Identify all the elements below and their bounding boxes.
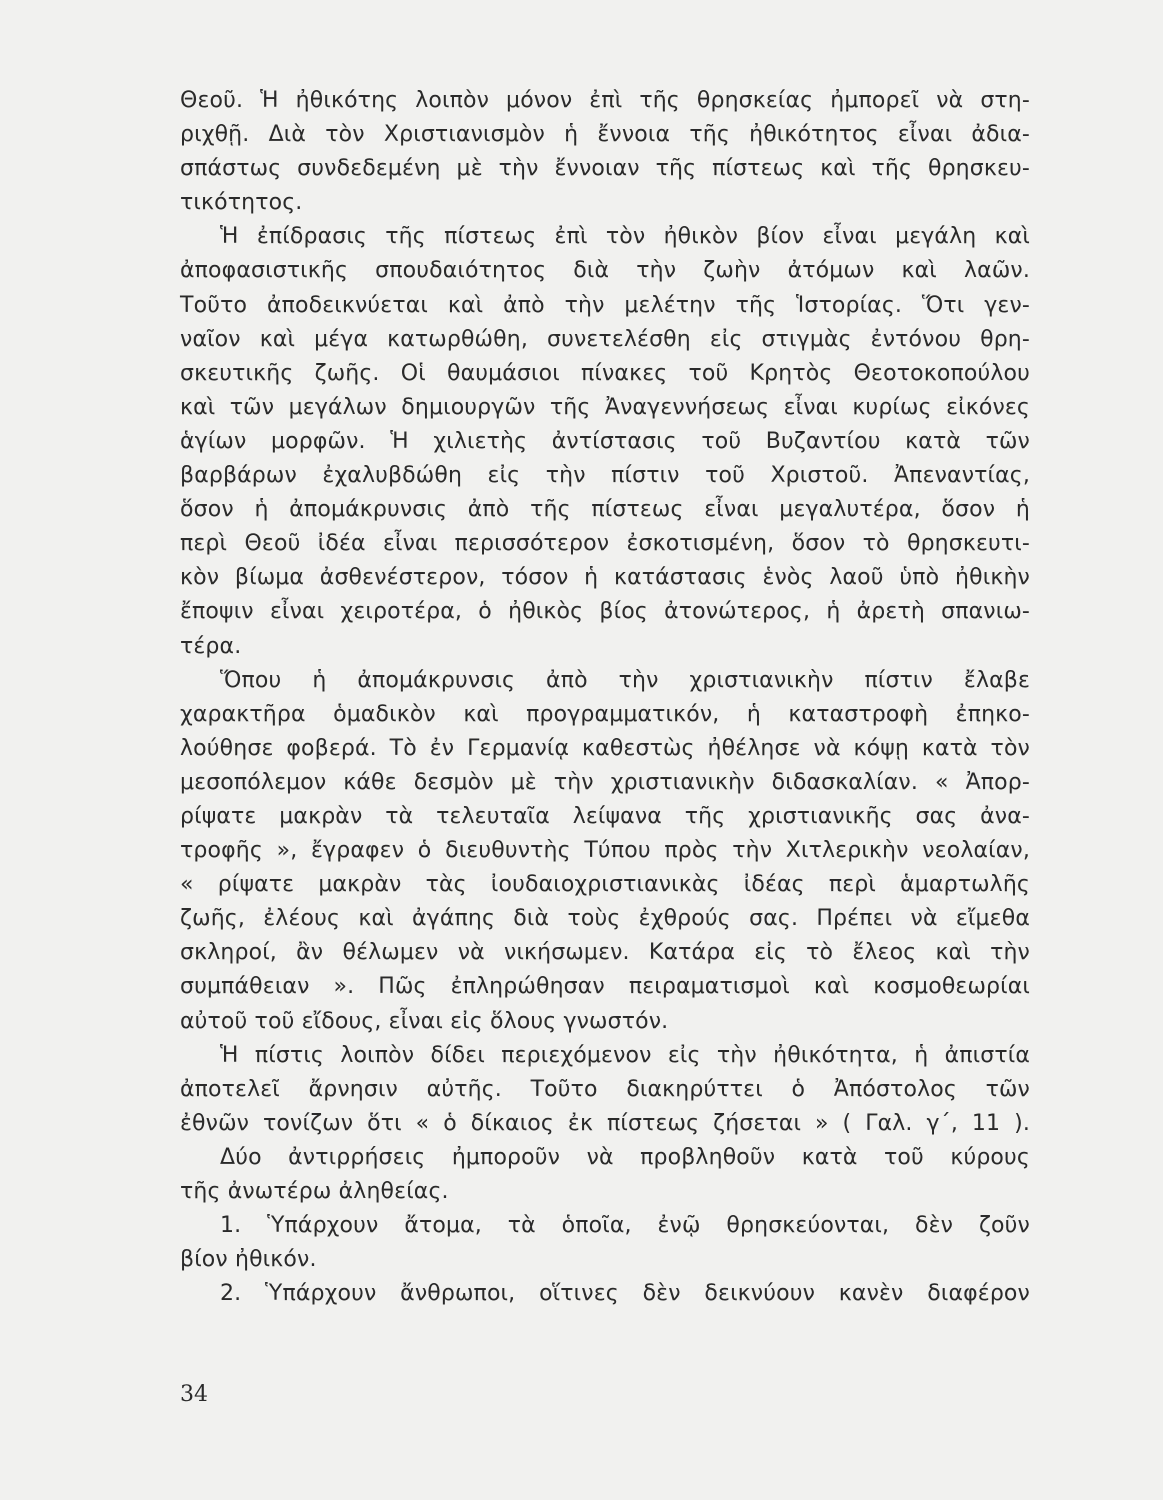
text-line: περὶ Θεοῦ ἰδέα εἶναι περισσότερον ἐσκοτισμένη, ὅσον τὸ θρησκευτι- bbox=[180, 531, 1030, 557]
text-line: συμπάθειαν ». Πῶς ἐπληρώθησαν πειραματισμοὶ καὶ κοσμοθεωρίαι bbox=[180, 974, 1030, 1000]
text-line: ἀποτελεῖ ἄρνησιν αὐτῆς. Τοῦτο διακηρύττει ὁ Ἀπόστολος τῶν bbox=[180, 1076, 1030, 1102]
text-line: Ἡ ἐπίδρασις τῆς πίστεως ἐπὶ τὸν ἠθικὸν βίον εἶναι μεγάλη καὶ bbox=[220, 224, 1030, 250]
text-line: Ὅπου ἡ ἀπομάκρυνσις ἀπὸ τὴν χριστιανικὴν πίστιν ἔλαβε bbox=[220, 667, 1030, 693]
text-line: Θεοῦ. Ἡ ἠθικότης λοιπὸν μόνον ἐπὶ τῆς θρησκείας ἠμπορεῖ νὰ στη- bbox=[180, 88, 1030, 113]
text-line: ναῖον καὶ μέγα κατωρθώθη, συνετελέσθη εἰς στιγμὰς ἐντόνου θρη- bbox=[180, 326, 1030, 352]
text-line: ἀποφασιστικῆς σπουδαιότητος διὰ τὴν ζωὴν ἀτόμων καὶ λαῶν. bbox=[180, 258, 1030, 284]
text-line: ρίψατε μακρὰν τὰ τελευταῖα λείψανα τῆς χριστιανικῆς σας ἀνα- bbox=[180, 803, 1030, 829]
text-line-with-citation: ἐθνῶν τονίζων ὅτι « ὁ δίκαιος ἐκ πίστεως ζήσεται » ( Γαλ. γ΄, 11 ). bbox=[180, 1110, 1030, 1136]
text-line: ὅσον ἡ ἀπομάκρυνσις ἀπὸ τῆς πίστεως εἶναι μεγαλυτέρα, ὅσον ἡ bbox=[180, 497, 1030, 523]
text-line: βίον ἠθικόν. bbox=[180, 1247, 317, 1273]
text-line: τῆς ἀνωτέρω ἀληθείας. bbox=[180, 1179, 449, 1204]
text-line: ζωῆς, ἐλέους καὶ ἀγάπης διὰ τοὺς ἐχθρούς σας. Πρέπει νὰ εἴμεθα bbox=[180, 906, 1030, 932]
text-line: Τοῦτο ἀποδεικνύεται καὶ ἀπὸ τὴν μελέτην τῆς Ἱστορίας. Ὅτι γεν- bbox=[180, 292, 1030, 318]
text-line: Δύο ἀντιρρήσεις ἠμποροῦν νὰ προβληθοῦν κατὰ τοῦ κύρους bbox=[220, 1144, 1030, 1170]
text-line: μεσοπόλεμον κάθε δεσμὸν μὲ τὴν χριστιανικὴν διδασκαλίαν. « Ἀπορ- bbox=[180, 769, 1030, 795]
text-line: καὶ τῶν μεγάλων δημιουργῶν τῆς Ἀναγεννήσεως εἶναι κυρίως εἰκόνες bbox=[180, 394, 1030, 420]
text-line: Ἡ πίστις λοιπὸν δίδει περιεχόμενον εἰς τὴν ἠθικότητα, ἡ ἀπιστία bbox=[220, 1042, 1030, 1068]
text-line: ἔποψιν εἶναι χειροτέρα, ὁ ἠθικὸς βίος ἀτονώτερος, ἡ ἀρετὴ σπανιω- bbox=[180, 599, 1030, 625]
text-line: σκευτικῆς ζωῆς. Οἱ θαυμάσιοι πίνακες τοῦ Κρητὸς Θεοτοκοπούλου bbox=[180, 360, 1030, 386]
text-line: « ρίψατε μακρὰν τὰς ἰουδαιοχριστιανικὰς ἰδέας περὶ ἁμαρτωλῆς bbox=[180, 872, 1030, 898]
text-line: λούθησε φοβερά. Τὸ ἐν Γερμανίᾳ καθεστὼς ἠθέλησε νὰ κόψῃ κατὰ τὸν bbox=[180, 735, 1030, 761]
text-line: αὐτοῦ τοῦ εἴδους, εἶναι εἰς ὅλους γνωστόν. bbox=[180, 1008, 669, 1034]
list-item-2: 2. Ὑπάρχουν ἄνθρωποι, οἵτινες δὲν δεικνύουν κανὲν διαφέρον bbox=[220, 1281, 1030, 1307]
list-item-1: 1. Ὑπάρχουν ἄτομα, τὰ ὁποῖα, ἐνῷ θρησκεύονται, δὲν ζοῦν bbox=[220, 1213, 1030, 1239]
page-number: 34 bbox=[180, 1382, 208, 1407]
text-line: βαρβάρων ἐχαλυβδώθη εἰς τὴν πίστιν τοῦ Χριστοῦ. Ἀπεναντίας, bbox=[180, 463, 1030, 489]
text-line: ριχθῇ. Διὰ τὸν Χριστιανισμὸν ἡ ἔννοια τῆς ἠθικότητος εἶναι ἀδια- bbox=[180, 122, 1030, 148]
text-line: χαρακτῆρα ὁμαδικὸν καὶ προγραμματικόν, ἡ καταστροφὴ ἐπηκο- bbox=[180, 701, 1030, 727]
text-line: σπάστως συνδεδεμένη μὲ τὴν ἔννοιαν τῆς πίστεως καὶ τῆς θρησκευ- bbox=[180, 156, 1030, 182]
text-line: κὸν βίωμα ἀσθενέστερον, τόσον ἡ κατάστασις ἑνὸς λαοῦ ὑπὸ ἠθικὴν bbox=[180, 565, 1030, 591]
text-line: τικότητος. bbox=[180, 190, 303, 216]
text-line: ἁγίων μορφῶν. Ἡ χιλιετὴς ἀντίστασις τοῦ Βυζαντίου κατὰ τῶν bbox=[180, 428, 1030, 454]
body-text bbox=[180, 84, 1030, 1311]
text-line: τροφῆς », ἔγραφεν ὁ διευθυντὴς Τύπου πρὸς τὴν Χιτλερικὴν νεολαίαν, bbox=[180, 838, 1030, 864]
text-line: σκληροί, ἂν θέλωμεν νὰ νικήσωμεν. Κατάρα εἰς τὸ ἔλεος καὶ τὴν bbox=[180, 940, 1030, 966]
text-line: τέρα. bbox=[180, 633, 242, 659]
